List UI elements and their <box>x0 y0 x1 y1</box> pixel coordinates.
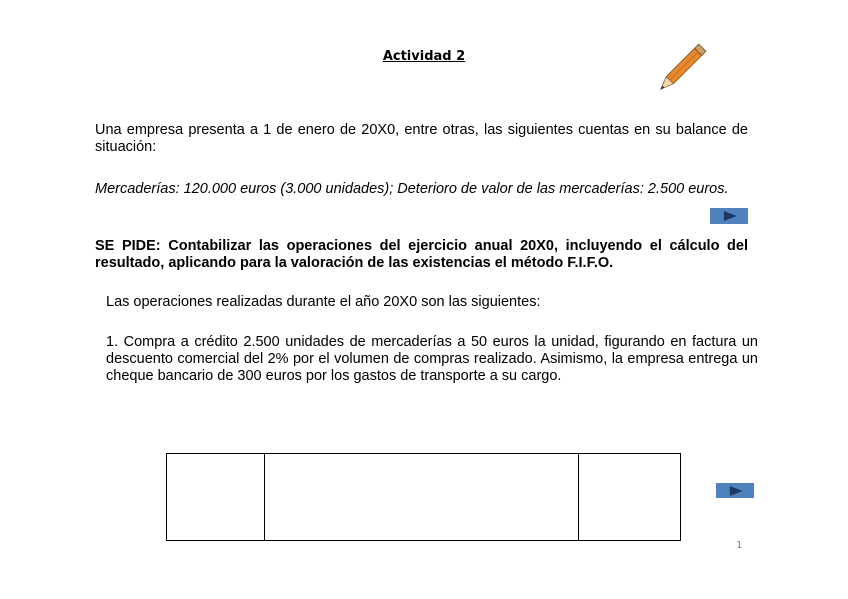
journal-account-cell <box>265 454 579 540</box>
requirement-paragraph: SE PIDE: Contabilizar las operaciones del ejercicio anual 20X0, incluyendo el cálculo del resultado, aplicando para la valoración de las existencias el método F.I.F.O. <box>95 238 748 271</box>
page-number: 1 <box>736 540 743 551</box>
journal-debit-cell <box>167 454 265 540</box>
operations-heading: Las operaciones realizadas durante el año 20X0 son las siguientes: <box>106 294 541 310</box>
operation-1-paragraph: 1. Compra a crédito 2.500 unidades de mercaderías a 50 euros la unidad, figurando en factura un descuento comercial del 2% por el volumen de compras realizado. Asimismo, la empresa entrega un cheque bancario de 300 euros por los gastos de transporte a su cargo. <box>106 334 758 384</box>
journal-entry-table <box>166 453 681 541</box>
activity-title: Actividad 2 <box>382 49 466 64</box>
accounts-paragraph: Mercaderías: 120.000 euros (3.000 unidades); Deterioro de valor de las mercaderías: 2.500 euros. <box>95 181 729 197</box>
play-triangle-icon <box>730 486 743 496</box>
next-button[interactable] <box>710 208 748 224</box>
next-button-bottom[interactable] <box>716 483 754 498</box>
intro-paragraph: Una empresa presenta a 1 de enero de 20X0, entre otras, las siguientes cuentas en su balance de situación: <box>95 122 748 155</box>
play-triangle-icon <box>724 211 737 221</box>
pencil-icon <box>648 40 710 102</box>
journal-credit-cell <box>579 454 680 540</box>
